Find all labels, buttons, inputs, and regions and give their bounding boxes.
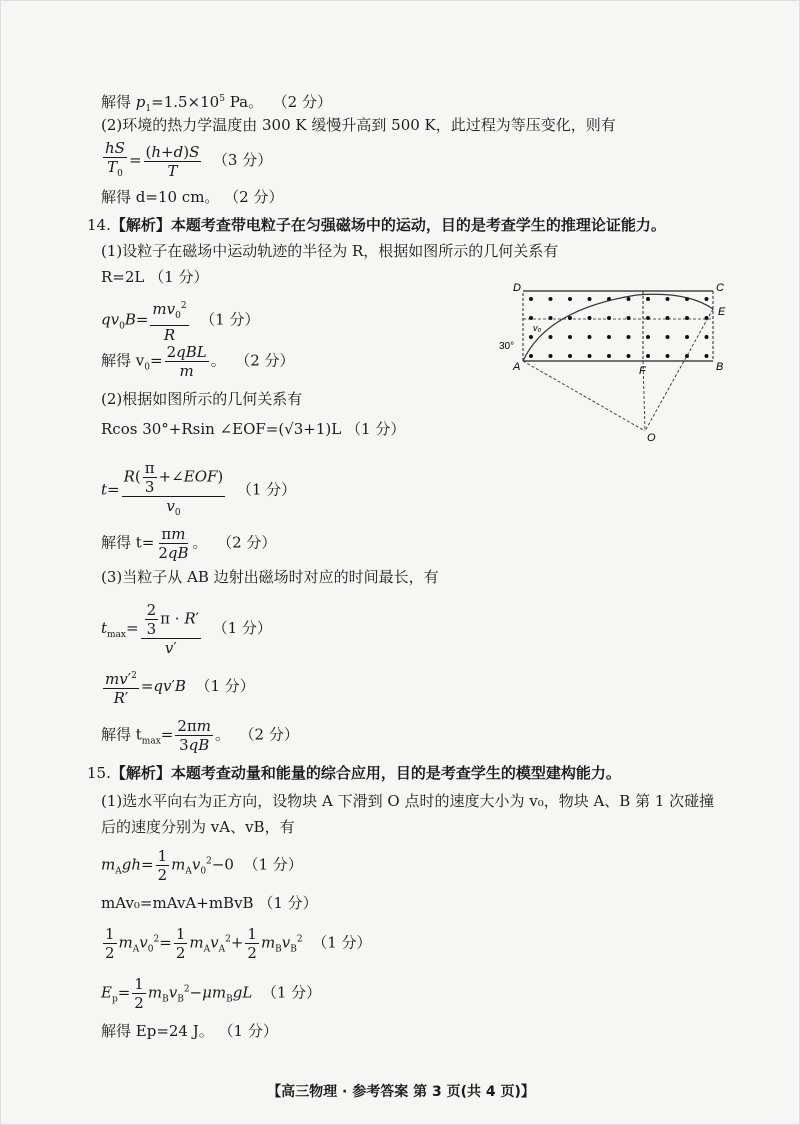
q15-spring-eq: $E_p=$ $\frac{1}{2}$ $m_Bv_B^2-\mu m_BgL$ （1 分） xyxy=(101,975,322,1012)
q15-result: 解得 Ep=24 J。 （1 分） xyxy=(101,1022,278,1040)
field-dot xyxy=(529,354,533,358)
field-dot xyxy=(705,354,709,358)
field-dot xyxy=(705,297,709,301)
field-dot xyxy=(568,316,572,320)
q15-part1-cont: 后的速度分别为 vA、vB，有 xyxy=(101,818,295,836)
q15-energy-eq: $m_Agh=$ $\frac{1}{2}$ $m_Av_0^2-0$ （1 分） xyxy=(101,847,303,884)
field-dot xyxy=(529,297,533,301)
q14-force-eq: $qv_0B=$ $\frac{mv_0^2}{R}$ （1 分） xyxy=(101,297,259,344)
field-dot xyxy=(685,335,689,339)
field-dot xyxy=(666,297,670,301)
field-dot xyxy=(646,316,650,320)
field-dot xyxy=(549,297,553,301)
field-dot xyxy=(646,297,650,301)
field-dot xyxy=(529,335,533,339)
trajectory-arc xyxy=(523,294,713,361)
q14-part3: (3)当粒子从 AB 边射出磁场时对应的时间最长，有 xyxy=(101,568,439,586)
q15-momentum-eq: mAv₀=mAvA+mBvB （1 分） xyxy=(101,894,318,912)
field-dot xyxy=(588,316,592,320)
field-dots xyxy=(529,297,709,358)
q15-part1: (1)选水平向右为正方向，设物块 A 下滑到 O 点时的速度大小为 v₀，物块 A、B 第 1 次碰撞 xyxy=(101,792,715,810)
field-dot xyxy=(627,316,631,320)
field-dot xyxy=(549,354,553,358)
label-F: F xyxy=(639,365,646,377)
page-footer: 【高三物理 · 参考答案 第 3 页(共 4 页)】 xyxy=(267,1084,535,1100)
q14-v0-result: 解得 $v_0=$ $\frac{\text{2qBL}}{m}$ 。 （2 分） xyxy=(101,343,295,380)
field-dot xyxy=(529,316,533,320)
q14-part1: (1)设粒子在磁场中运动轨迹的半径为 R，根据如图所示的几何关系有 xyxy=(101,242,559,260)
label-B: B xyxy=(716,361,724,373)
field-dot xyxy=(627,297,631,301)
field-dot xyxy=(666,316,670,320)
field-dot xyxy=(568,335,572,339)
field-dot xyxy=(705,335,709,339)
label-C: C xyxy=(716,282,724,294)
q14-force-eq2: $\frac{mv'^2}{R'}$ =qv′B （1 分） xyxy=(101,667,255,707)
q15-kinetic-eq: $\frac{1}{2}$ $m_Av_0^2=$ $\frac{1}{2}$ $m_Av_A^2+$ $\frac{1}{2}$ $m_Bv_B^2$ （1 分） xyxy=(105,925,372,962)
field-dot xyxy=(646,335,650,339)
q15-heading: 15.【解析】本题考查动量和能量的综合应用，目的是考查学生的模型建构能力。 xyxy=(87,764,621,782)
field-dot xyxy=(568,297,572,301)
label-D: D xyxy=(513,282,521,294)
field-dot xyxy=(549,335,553,339)
label-O: O xyxy=(647,432,656,444)
magnetic-field-diagram xyxy=(497,279,737,449)
field-dot xyxy=(607,335,611,339)
field-dot xyxy=(627,354,631,358)
q14-part2: (2)根据如图所示的几何关系有 xyxy=(101,390,303,408)
field-dot xyxy=(627,335,631,339)
field-dot xyxy=(588,354,592,358)
equation-isobaric: $\frac{hS}{T_0}$ = $\frac{(h+d)S}{T}$ （3 分） xyxy=(105,139,273,180)
q14-tmax-eq: $t_{max}=$ $\frac{2}{3}$ π · R′ v′ （1 分） xyxy=(101,601,272,657)
field-dot xyxy=(646,354,650,358)
q14-heading: 14.【解析】本题考查带电粒子在匀强磁场中的运动，目的是考查学生的推理论证能力。 xyxy=(87,216,666,234)
field-dot xyxy=(666,354,670,358)
label-v0: v₀ xyxy=(533,323,542,333)
q14-time-result: 解得 t= $\frac{\pi m}{2qB}$ 。 （2 分） xyxy=(101,525,277,562)
q14-time-eq: t= R( $\frac{\pi}{3}$ +∠EOF) $v_0$ （1 分） xyxy=(101,459,297,518)
line-isobaric: (2)环境的热力学温度由 300 K 缓慢升高到 500 K，此过程为等压变化，则有 xyxy=(101,116,616,134)
line-p1: 解得 $p_1=1.5\times 10^5$ Pa。 （2 分） xyxy=(101,93,332,114)
field-dot xyxy=(588,297,592,301)
field-dot xyxy=(666,335,670,339)
label-E: E xyxy=(718,306,726,318)
line-result-d: 解得 d=10 cm。 （2 分） xyxy=(101,188,284,206)
q14-tmax-result: 解得 $t_{max}=$ $\frac{2\pi m}{3qB}$ 。 （2 分） xyxy=(101,717,299,754)
field-dot xyxy=(588,335,592,339)
field-dot xyxy=(685,316,689,320)
field-dot xyxy=(568,354,572,358)
field-dot xyxy=(607,316,611,320)
q14-geometry-eq: Rcos 30°+Rsin ∠EOF=(√3+1)L （1 分） xyxy=(101,420,406,438)
field-dot xyxy=(607,354,611,358)
field-dot xyxy=(549,316,553,320)
q14-radius: R=2L （1 分） xyxy=(101,268,209,286)
label-A: A xyxy=(513,361,521,373)
label-angle: 30° xyxy=(499,341,515,352)
